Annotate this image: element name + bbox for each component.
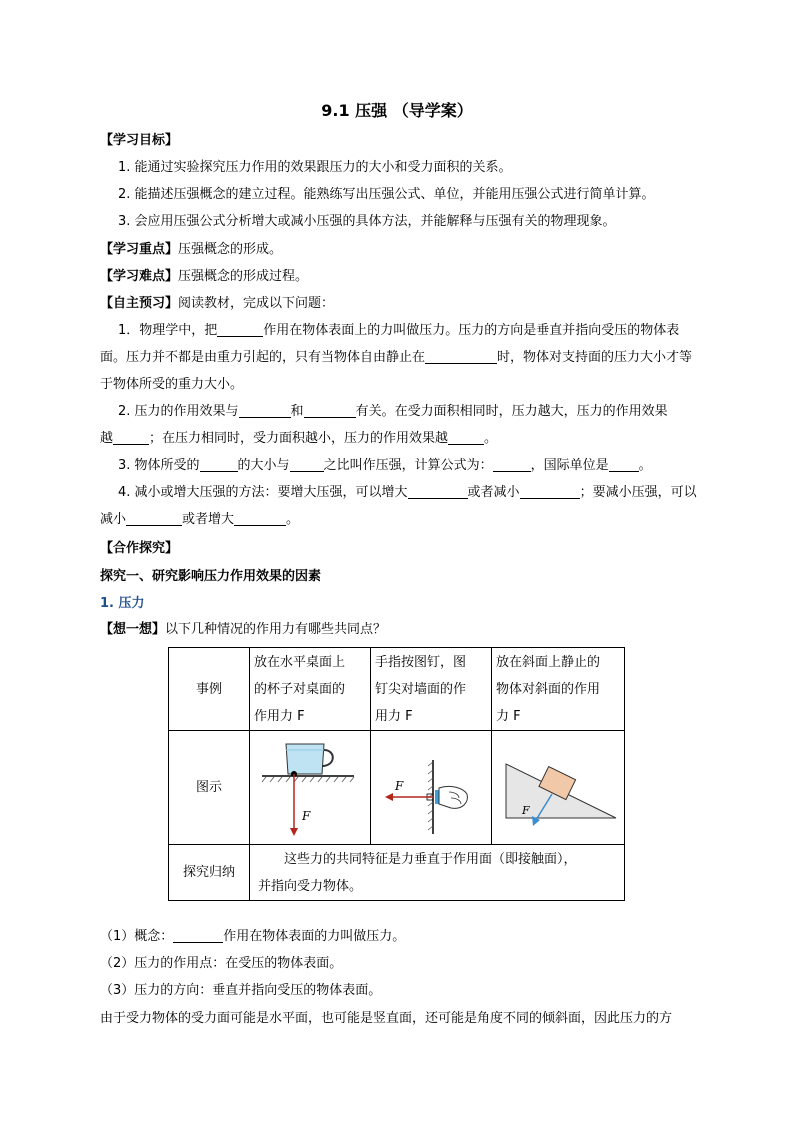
thumb-pin-wall-figure [371,732,491,844]
text-span: 2. 压力的作用效果与 [118,404,239,419]
fill-blank[interactable] [217,322,263,337]
text-span: ；在压力相同时，受力面积越小，压力的作用效果越 [149,431,449,446]
explore1-title: 探究一、研究影响压力作用效果的因素 [100,569,322,584]
fill-blank[interactable] [304,403,356,418]
text-line: 手指按图钉，图 [375,655,467,670]
text-span: （1）概念： [100,929,174,944]
text-span: 4. 减小或增大压强的方法：要增大压强，可以增大 [118,485,408,500]
text-line: 钉尖对墙面的作 [375,682,467,697]
fill-blank[interactable] [173,928,223,943]
text-line: 物体对斜面的作用 [496,682,601,697]
force-label: F [522,803,530,817]
fill-blank[interactable] [425,349,497,364]
table-header-figure: 图示 [169,731,250,845]
case-desc-incline [492,648,625,731]
text-span: 和 [290,404,304,419]
figure-cell-incline [492,731,625,845]
fill-blank[interactable] [234,511,286,526]
text-span: 的大小与 [237,458,290,473]
preview-q2-line2 [100,429,497,449]
point-concept [100,927,405,947]
difficulty-text: 压强概念的形成过程。 [178,269,309,284]
table-header-summary: 探究归纳 [169,845,250,901]
text-span: 3. 物体所受的 [118,458,200,473]
point-direction: （3）压力的方向：垂直并指向受压的物体表面。 [100,983,382,998]
fill-blank[interactable] [408,484,468,499]
preview-q3 [118,456,652,476]
text-span: ；要减小压强，可以 [579,485,697,500]
summary-line: 并指向受力物体。 [258,878,363,894]
text-span: 或者减小 [467,485,520,500]
preview-q1-line3: 于物体所受的重力大小。 [100,377,244,392]
text-span: 。 [286,512,300,527]
preview-q2-line1 [118,402,668,422]
fill-blank[interactable] [520,484,580,499]
preview-q1-line1 [118,321,679,341]
text-line: 力 F [496,709,521,724]
text-span: 之比叫作压强，计算公式为： [323,458,493,473]
fill-blank[interactable] [200,457,238,472]
fill-blank[interactable] [493,457,531,472]
preview-q4-line1 [118,483,697,503]
figure-cell-pin [371,731,492,845]
summary-line: 这些力的共同特征是力垂直于作用面（即接触面）， [284,851,577,867]
point-application: （2）压力的作用点：在受压的物体表面。 [100,956,343,971]
text-span: 作用在物体表面的力叫做压力。 [223,929,406,944]
preview-heading [100,294,334,314]
fill-blank[interactable] [609,457,639,472]
text-span: ，国际单位是 [530,458,609,473]
case-desc-cup [250,648,371,731]
text-line: 作用力 F [254,709,305,724]
text-span: 时，物体对支持面的压力大小才等 [497,350,693,365]
difficulty-label: 【学习难点】 [100,269,179,284]
text-span: 作用在物体表面上的力叫做压力。压力的方向是垂直并指向受压的物体表 [263,323,680,338]
goal-item: 1. 能通过实验探究压力作用的效果跟压力的大小和受力面积的关系。 [118,160,512,175]
text-span: 面。压力并不都是由重力引起的，只有当物体自由静止在 [100,350,426,365]
summary-cell [250,845,625,901]
table-header-case: 事例 [169,648,250,731]
think-label: 【想一想】 [100,622,166,637]
cup-on-table-figure [250,732,370,844]
section1-title: 1. 压力 [100,596,145,611]
goals-label: 【学习目标】 [100,133,179,148]
text-span: 。 [638,458,652,473]
key-label: 【学习重点】 [100,242,179,257]
text-line: 放在水平桌面上 [254,655,346,670]
text-span: 1．物理学中，把 [118,323,218,338]
difficulty-point [100,267,308,287]
text-span: 有关。在受力面积相同时，压力越大，压力的作用效果 [355,404,668,419]
coop-label: 【合作探究】 [100,541,179,556]
fill-blank[interactable] [239,403,291,418]
fill-blank[interactable] [448,430,484,445]
preview-q1-line2 [100,348,692,368]
think-line [100,620,386,640]
text-line: 放在斜面上静止的 [496,655,601,670]
point-explanation: 由于受力物体的受力面可能是水平面，也可能是竖直面，还可能是角度不同的倾斜面，因此压力的方 [100,1011,673,1026]
preview-label: 【自主预习】 [100,296,179,311]
text-span: 减小 [100,512,127,527]
preview-q4-line2 [100,510,299,530]
fill-blank[interactable] [290,457,324,472]
fill-blank[interactable] [126,511,182,526]
case-desc-pin [371,648,492,731]
key-point [100,240,282,260]
text-span: 越 [100,431,114,446]
fill-blank[interactable] [113,430,149,445]
key-text: 压强概念的形成。 [178,242,283,257]
think-text: 以下几种情况的作用力有哪些共同点？ [165,622,387,637]
text-line: 的杯子对桌面的 [254,682,346,697]
text-line: 用力 F [375,709,413,724]
figure-cell-cup [250,731,371,845]
block-on-incline-figure [492,732,624,844]
goal-item: 2. 能描述压强概念的建立过程。能熟练写出压强公式、单位，并能用压强公式进行简单计算。 [118,187,655,202]
force-label: F [395,778,404,793]
goal-item: 3. 会应用压强公式分析增大或减小压强的具体方法，并能解释与压强有关的物理现象。 [118,214,616,229]
text-span: 或者增大 [182,512,235,527]
preview-intro: 阅读教材，完成以下问题： [178,296,335,311]
text-span: 。 [484,431,498,446]
force-examples-table [168,647,625,901]
page-title: 9.1 压强 （导学案） [321,101,473,120]
force-label: F [302,808,311,823]
